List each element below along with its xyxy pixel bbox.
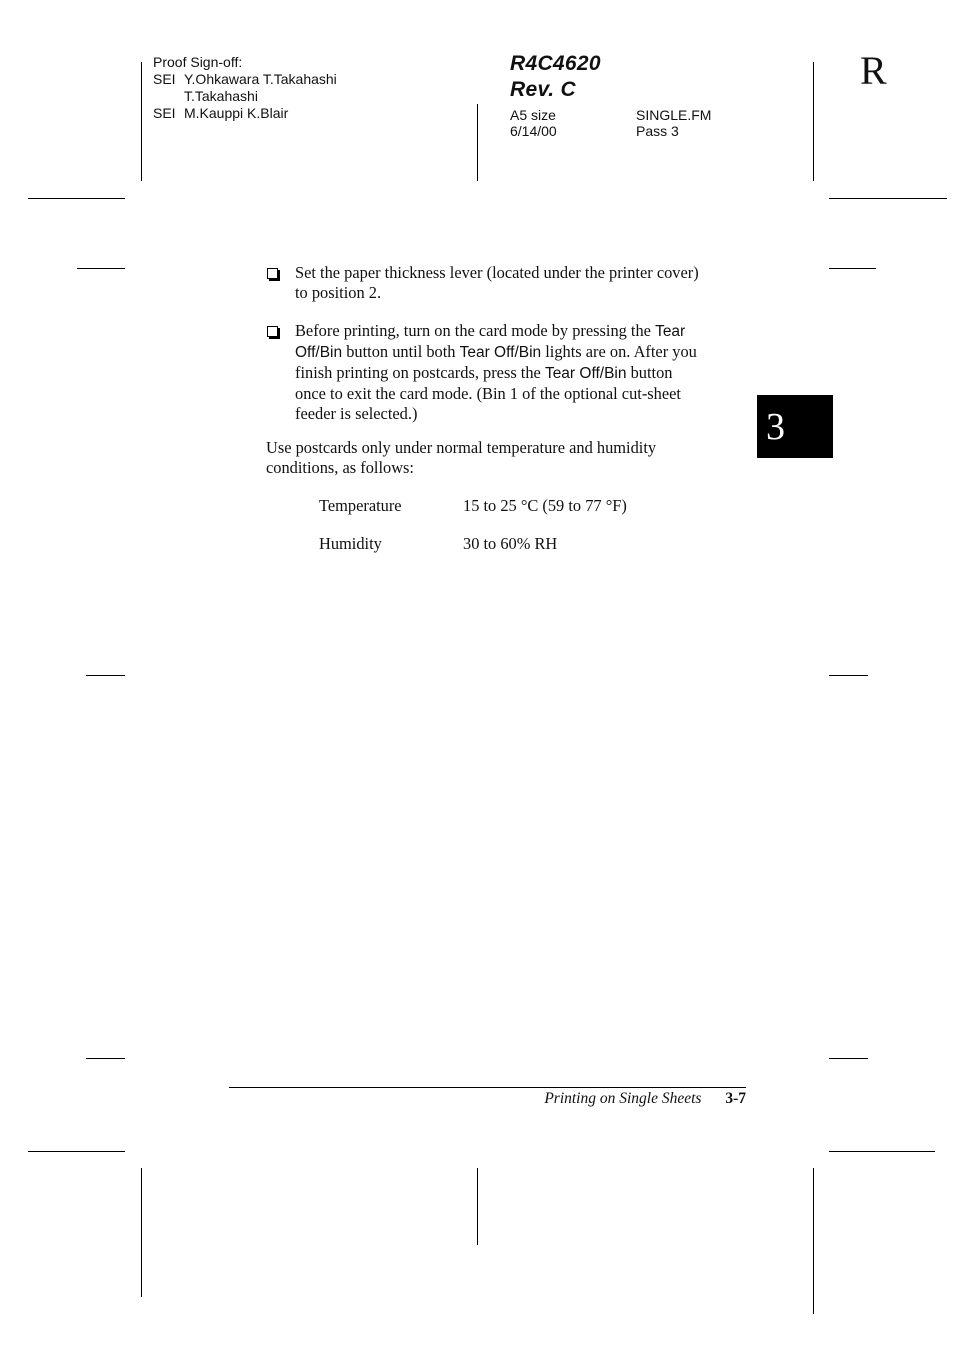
crop-mark (829, 1151, 935, 1152)
text-line: to position 2. (295, 283, 382, 302)
control-name: Tear Off/Bin (544, 365, 627, 382)
crop-mark (813, 1168, 814, 1314)
chapter-number: 3 (766, 406, 785, 448)
crop-mark (829, 675, 868, 676)
bullet-checkbox-icon (267, 326, 278, 337)
pass-number: Pass 3 (636, 123, 679, 139)
doc-date: 6/14/00 (510, 123, 557, 139)
crop-mark (829, 1058, 868, 1059)
page-number: 3-7 (725, 1090, 746, 1107)
signoff-org: SEI (153, 71, 176, 87)
crop-mark (28, 198, 125, 199)
crop-mark (77, 268, 125, 269)
footer-title: Printing on Single Sheets (544, 1090, 702, 1107)
crop-mark (28, 1151, 125, 1152)
control-name: Tear (655, 323, 686, 340)
doc-revision: Rev. C (510, 78, 576, 101)
footer-rule (229, 1087, 746, 1088)
crop-mark (829, 268, 876, 269)
text-line (295, 363, 755, 384)
chapter-tab (757, 395, 833, 458)
signoff-row (153, 71, 453, 88)
signoff-names: Y.Ohkawara T.Takahashi (184, 71, 337, 87)
bullet-text (295, 321, 755, 424)
text-line: Use postcards only under normal temperature and humidity (266, 438, 657, 457)
crop-mark (86, 675, 125, 676)
text-line: conditions, as follows: (266, 458, 414, 477)
proof-signoff (153, 54, 453, 122)
text-run: button until both (342, 342, 460, 361)
text-line: feeder is selected.) (295, 404, 418, 423)
condition-value: 30 to 60% RH (463, 534, 558, 553)
signoff-names: T.Takahashi (184, 88, 258, 104)
footer (229, 1090, 746, 1108)
control-name: Tear Off/Bin (459, 344, 542, 361)
signoff-names: M.Kauppi K.Blair (184, 105, 289, 121)
corner-letter: R (860, 48, 887, 93)
text-run: lights are on. After you (541, 342, 697, 361)
page-size: A5 size (510, 107, 556, 123)
crop-mark (813, 62, 814, 181)
crop-mark (141, 1168, 142, 1297)
bullet-checkbox-icon (267, 268, 278, 279)
text-line (295, 321, 755, 342)
doc-code: R4C4620 (510, 52, 601, 75)
text-line: once to exit the card mode. (Bin 1 of the optional cut-sheet (295, 384, 681, 403)
proof-label: Proof Sign-off: (153, 54, 243, 70)
text-line (295, 342, 755, 363)
condition-label: Humidity (319, 534, 382, 553)
crop-mark (477, 1168, 478, 1245)
signoff-row (153, 88, 453, 105)
crop-mark (829, 198, 947, 199)
crop-mark (86, 1058, 125, 1059)
text-run: finish printing on postcards, press the (295, 363, 545, 382)
bullet-text (295, 263, 755, 303)
text-run: button (626, 363, 673, 382)
crop-mark (141, 62, 142, 181)
condition-label: Temperature (319, 496, 402, 515)
text-run: Before printing, turn on the card mode by pressing the (295, 321, 656, 340)
file-name: SINGLE.FM (636, 107, 712, 123)
intro-paragraph (266, 438, 746, 478)
signoff-row (153, 105, 453, 122)
text-line: Set the paper thickness lever (located under the printer cover) (295, 263, 699, 282)
signoff-org: SEI (153, 105, 176, 121)
condition-value: 15 to 25 °C (59 to 77 °F) (463, 496, 627, 515)
crop-mark (477, 104, 478, 181)
control-name: Off/Bin (295, 344, 343, 361)
